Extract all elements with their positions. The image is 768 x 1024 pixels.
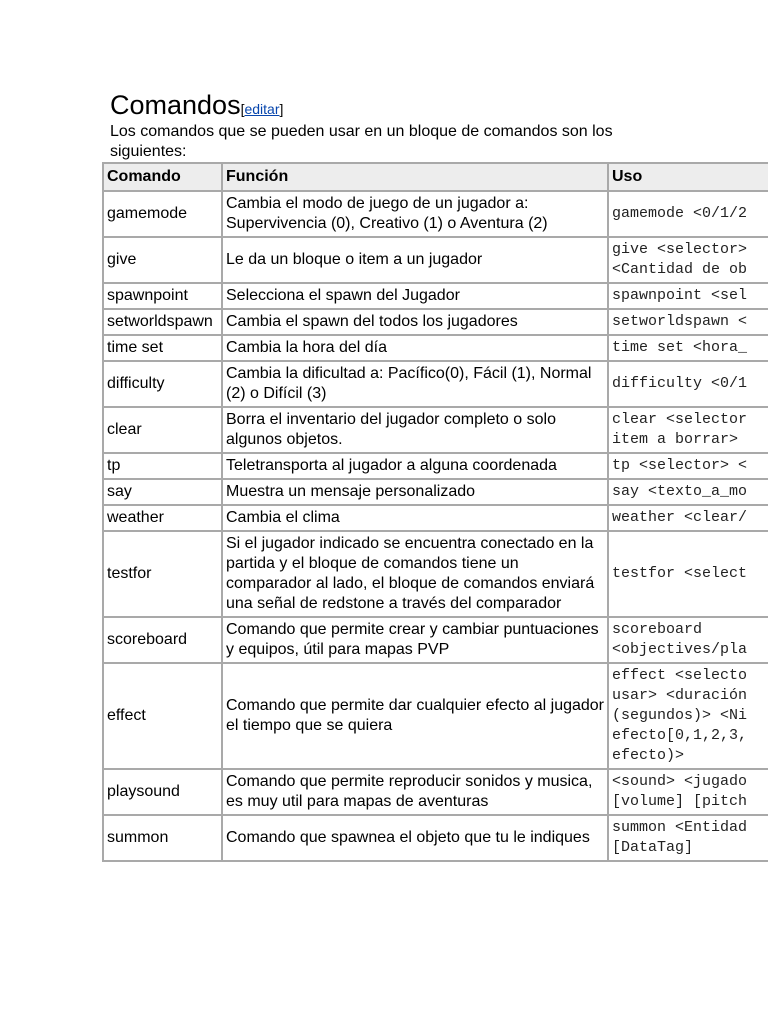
edit-link[interactable]: editar xyxy=(244,101,280,117)
function-cell: Borra el inventario del jugador completo o solo algunos objetos. xyxy=(222,407,608,453)
section-title: Comandos xyxy=(110,90,241,120)
function-cell: Comando que permite dar cualquier efecto al jugador el tiempo que se quiera xyxy=(222,663,608,769)
table-row xyxy=(103,309,768,335)
command-cell: time set xyxy=(103,335,222,361)
table-row xyxy=(103,479,768,505)
table-row xyxy=(103,531,768,617)
command-cell: spawnpoint xyxy=(103,283,222,309)
command-cell: tp xyxy=(103,453,222,479)
function-cell: Comando que permite crear y cambiar puntuaciones y equipos, útil para mapas PVP xyxy=(222,617,608,663)
table-row xyxy=(103,453,768,479)
function-cell: Le da un bloque o item a un jugador xyxy=(222,237,608,283)
table-row xyxy=(103,361,768,407)
usage-cell: weather <clear/ xyxy=(608,505,768,531)
commands-table-wrapper xyxy=(102,162,768,862)
section-heading xyxy=(110,90,283,121)
function-cell: Si el jugador indicado se encuentra conectado en la partida y el bloque de comandos tiene un comparador al lado, el bloque de comandos enviará una señal de redstone a través del comparador xyxy=(222,531,608,617)
command-cell: effect xyxy=(103,663,222,769)
table-row xyxy=(103,505,768,531)
table-row xyxy=(103,407,768,453)
table-row xyxy=(103,815,768,861)
command-cell: testfor xyxy=(103,531,222,617)
table-row xyxy=(103,191,768,237)
function-cell: Cambia la hora del día xyxy=(222,335,608,361)
function-cell: Teletransporta al jugador a alguna coordenada xyxy=(222,453,608,479)
column-header-funcion: Función xyxy=(222,163,608,191)
usage-cell: gamemode <0/1/2 xyxy=(608,191,768,237)
usage-cell: spawnpoint <sel xyxy=(608,283,768,309)
table-row xyxy=(103,335,768,361)
intro-paragraph: Los comandos que se pueden usar en un bloque de comandos son los siguientes: xyxy=(110,123,613,160)
command-cell: scoreboard xyxy=(103,617,222,663)
function-cell: Comando que permite reproducir sonidos y musica, es muy util para mapas de aventuras xyxy=(222,769,608,815)
function-cell: Cambia la dificultad a: Pacífico(0), Fácil (1), Normal (2) o Difícil (3) xyxy=(222,361,608,407)
usage-cell: scoreboard <objectives/pla xyxy=(608,617,768,663)
command-cell: give xyxy=(103,237,222,283)
command-cell: clear xyxy=(103,407,222,453)
command-cell: weather xyxy=(103,505,222,531)
function-cell: Selecciona el spawn del Jugador xyxy=(222,283,608,309)
command-cell: summon xyxy=(103,815,222,861)
command-cell: setworldspawn xyxy=(103,309,222,335)
table-row xyxy=(103,663,768,769)
usage-cell: summon <Entidad [DataTag] xyxy=(608,815,768,861)
usage-cell: time set <hora_ xyxy=(608,335,768,361)
edit-bracket-open: [ xyxy=(240,101,245,117)
commands-table xyxy=(102,162,768,862)
usage-cell: setworldspawn < xyxy=(608,309,768,335)
column-header-uso: Uso xyxy=(608,163,768,191)
usage-cell: say <texto_a_mo xyxy=(608,479,768,505)
usage-cell: testfor <select xyxy=(608,531,768,617)
edit-link-wrapper xyxy=(241,101,284,117)
usage-cell: clear <selector item a borrar> xyxy=(608,407,768,453)
command-cell: playsound xyxy=(103,769,222,815)
column-header-comando: Comando xyxy=(103,163,222,191)
function-cell: Comando que spawnea el objeto que tu le indiques xyxy=(222,815,608,861)
function-cell: Cambia el clima xyxy=(222,505,608,531)
command-cell: difficulty xyxy=(103,361,222,407)
command-cell: gamemode xyxy=(103,191,222,237)
function-cell: Muestra un mensaje personalizado xyxy=(222,479,608,505)
usage-cell: tp <selector> < xyxy=(608,453,768,479)
table-row xyxy=(103,283,768,309)
table-row xyxy=(103,237,768,283)
table-header-row xyxy=(103,163,768,191)
usage-cell: difficulty <0/1 xyxy=(608,361,768,407)
usage-cell: give <selector> <Cantidad de ob xyxy=(608,237,768,283)
table-row xyxy=(103,769,768,815)
command-cell: say xyxy=(103,479,222,505)
usage-cell: <sound> <jugado [volume] [pitch xyxy=(608,769,768,815)
table-row xyxy=(103,617,768,663)
function-cell: Cambia el spawn del todos los jugadores xyxy=(222,309,608,335)
function-cell: Cambia el modo de juego de un jugador a: Supervivencia (0), Creativo (1) o Aventura (2) xyxy=(222,191,608,237)
usage-cell: effect <selecto usar> <duración (segundos)> <Ni efecto[0,1,2,3, efecto)> xyxy=(608,663,768,769)
edit-bracket-close: ] xyxy=(279,101,284,117)
